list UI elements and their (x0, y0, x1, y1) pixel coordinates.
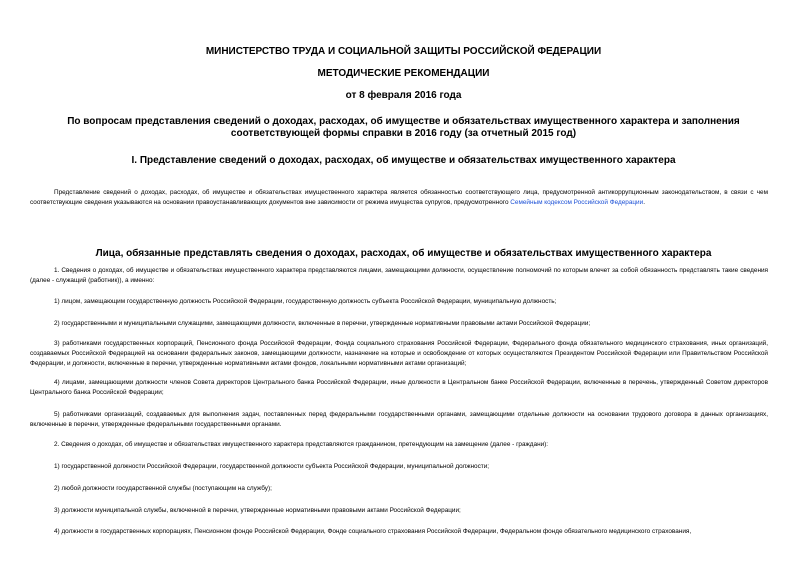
intro-text: Представление сведений о доходах, расходах, об имуществе и обязательствах имущественного характера является обязанностью соответствующего лица, предусмотренной антикоррупционным законодательством, в связи с чем соответствующие сведения указываются на основании правоустанавливающих документов вне зависимости от режима имущества супругов, предусмотренного (30, 189, 768, 206)
document-subject: По вопросам представления сведений о доходах, расходах, об имуществе и обязательствах имущественного характера и заполнения соответствующей формы справки в 2016 году (за отчетный 2015 год) (67, 116, 740, 139)
intro-paragraph (30, 188, 768, 208)
paragraph-1-3: 3) работниками государственных корпораций, Пенсионного фонда Российской Федерации, Фонда социального страхования Российской Федерации, Федерального фонда обязательного медицинского страхования, иных организаций, создаваемых Российской Федерацией на основании федеральных законов, замещающими должности, назначение на которые и освобождение от которых осуществляются Президентом Российской Федерации или Правительством Российской Федерации, и должности, включенные в перечни, утвержденные нормативными актами фондов, локальными нормативными актами организаций; (30, 340, 768, 367)
paragraph-1: 1. Сведения о доходах, об имуществе и обязательствах имущественного характера представляются лицами, замещающими должности, осуществление полномочий по которым влечет за собой обязанность представлять такие сведения (далее - служащий (работник)), а именно: (30, 267, 768, 284)
paragraph-2-4: 4) должности в государственных корпорациях, Пенсионном фонде Российской Федерации, Фонде социального страхования Российской Федерации, Федеральном фонде обязательного медицинского страхования, (54, 528, 692, 535)
paragraph-1-2: 2) государственными и муниципальными служащими, замещающими должности, включенные в перечни, утвержденные нормативными правовыми актами Российской Федерации; (54, 320, 591, 327)
paragraph-2: 2. Сведения о доходах, об имуществе и обязательствах имущественного характера представляются гражданином, претендующим на замещение (далее - граждани): (54, 441, 549, 448)
subsection-title: Лица, обязанные представлять сведения о доходах, расходах, об имуществе и обязательствах имущественного характера (95, 248, 712, 259)
family-code-link[interactable]: Семейным кодексом Российской Федерации (510, 199, 644, 206)
paragraph-1-5: 5) работниками организаций, создаваемых для выполнения задач, поставленных перед федеральными государственными органами, замещающими отдельные должности на основании трудового договора в данных организациях, включенные в перечни, утвержденные федеральными государственными органами. (30, 411, 768, 428)
paragraph-2-1: 1) государственной должности Российской Федерации, государственной должности субъекта Российской Федерации, муниципальной должности; (54, 463, 490, 470)
paragraph-2-3: 3) должности муниципальной службы, включенной в перечни, утвержденные нормативными правовыми актами Российской Федерации; (54, 507, 461, 514)
document-date: от 8 февраля 2016 года (345, 90, 462, 101)
paragraph-2-2: 2) любой должности государственной службы (поступающим на службу); (54, 485, 272, 492)
intro-end: . (643, 199, 645, 206)
paragraph-1-1: 1) лицом, замещающим государственную должность Российской Федерации, государственную должность субъекта Российской Федерации, муниципальную должность; (54, 298, 557, 305)
paragraph-1-4: 4) лицами, замещающими должности членов Совета директоров Центрального банка Российской Федерации, иные должности в Центральном банке Российской Федерации, включенные в перечень, утвержденный Советом директоров Центрального банка Российской Федерации; (30, 379, 768, 396)
ministry-title: МИНИСТЕРСТВО ТРУДА И СОЦИАЛЬНОЙ ЗАЩИТЫ РОССИЙСКОЙ ФЕДЕРАЦИИ (205, 46, 602, 57)
document-type: МЕТОДИЧЕСКИЕ РЕКОМЕНДАЦИИ (317, 68, 490, 79)
section-title: I. Представление сведений о доходах, расходах, об имуществе и обязательствах имущественного характера (131, 155, 676, 166)
